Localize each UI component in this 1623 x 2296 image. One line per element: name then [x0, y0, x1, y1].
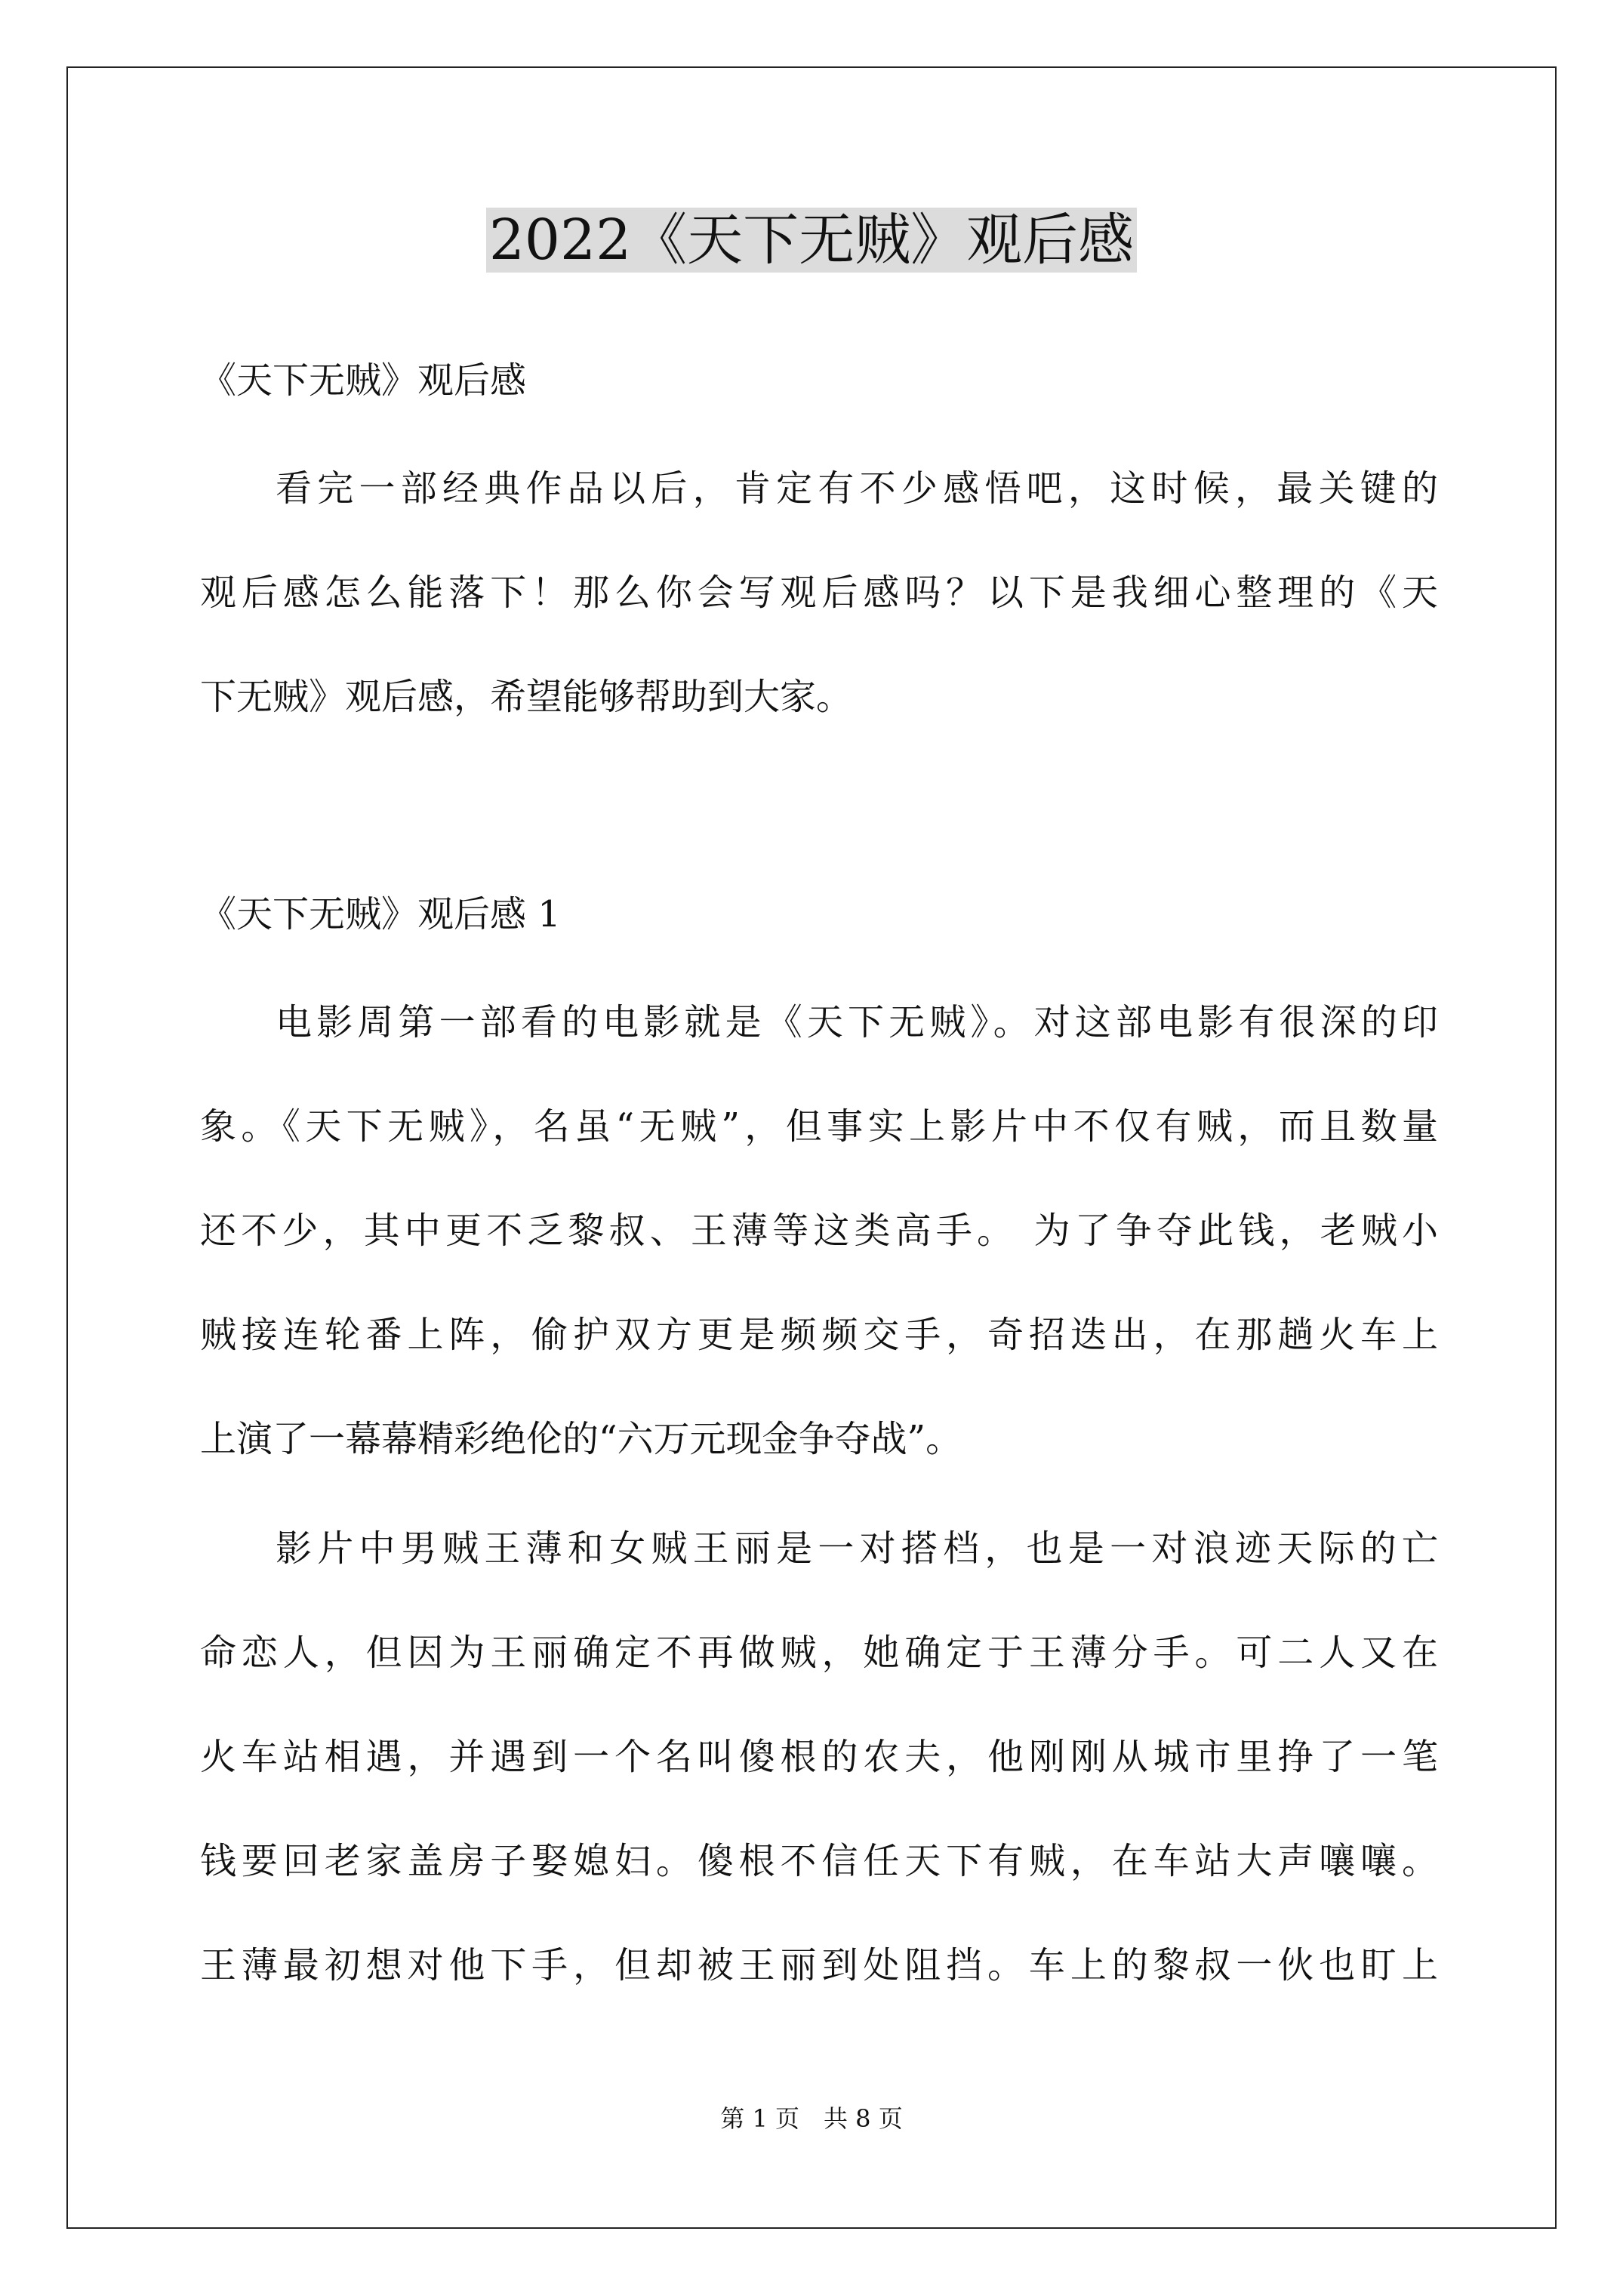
paragraph-line: 象。《天下无贼》，名虽“无贼”，但事实上影片中不仅有贼，而且数量	[200, 1105, 1438, 1148]
subtitle: 《天下无贼》观后感	[200, 359, 527, 402]
paragraph-line: 火车站相遇，并遇到一个名叫傻根的农夫，他刚刚从城市里挣了一笔	[200, 1736, 1438, 1778]
paragraph-line: 电影周第一部看的电影就是《天下无贼》。对这部电影有很深的印	[276, 1001, 1438, 1043]
paragraph-line: 王薄最初想对他下手，但却被王丽到处阻挡。车上的黎叔一伙也盯上	[200, 1944, 1438, 1986]
document-title-text: 2022《天下无贼》观后感	[486, 208, 1137, 273]
paragraph-line: 钱要回老家盖房子娶媳妇。傻根不信任天下有贼，在车站大声嚷嚷。	[200, 1840, 1438, 1882]
page-footer: 第 1 页 共 8 页	[720, 2104, 903, 2133]
intro-line: 下无贼》观后感，希望能够帮助到大家。	[200, 676, 853, 718]
document-title	[0, 202, 1623, 278]
intro-line: 观后感怎么能落下！那么你会写观后感吗？以下是我细心整理的《天	[200, 572, 1438, 614]
section-heading: 《天下无贼》观后感 1	[200, 893, 561, 935]
paragraph-line: 贼接连轮番上阵，偷护双方更是频频交手，奇招迭出，在那趟火车上	[200, 1314, 1438, 1356]
paragraph-line: 上演了一幕幕精彩绝伦的“六万元现金争夺战”。	[200, 1418, 962, 1460]
paragraph-line: 影片中男贼王薄和女贼王丽是一对搭档，也是一对浪迹天际的亡	[276, 1527, 1438, 1570]
paragraph-line: 命恋人，但因为王丽确定不再做贼，她确定于王薄分手。可二人又在	[200, 1632, 1438, 1674]
paragraph-line: 还不少，其中更不乏黎叔、王薄等这类高手。 为了争夺此钱，老贼小	[200, 1210, 1438, 1252]
intro-line: 看完一部经典作品以后，肯定有不少感悟吧，这时候，最关键的	[276, 467, 1438, 510]
